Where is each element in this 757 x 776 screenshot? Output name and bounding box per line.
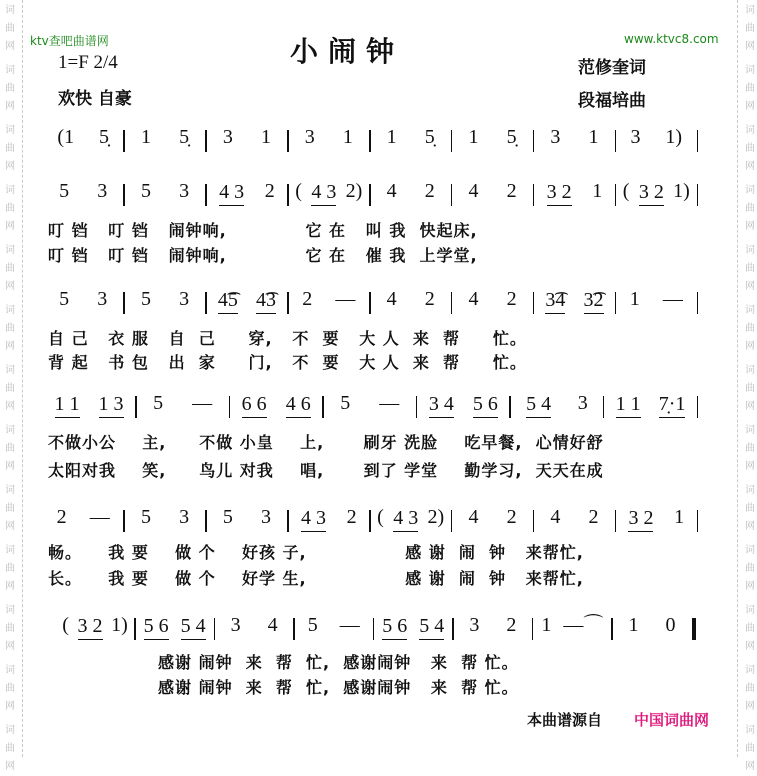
bar-line xyxy=(615,510,617,532)
note-group: 3 4 xyxy=(429,393,454,418)
bar-line xyxy=(533,510,535,532)
measure xyxy=(618,126,694,152)
note-group: 5 xyxy=(140,288,151,310)
watermark-text: 词 曲 网 xyxy=(745,185,755,232)
measure xyxy=(536,126,612,152)
measure xyxy=(535,608,609,640)
note-group: 1 3 xyxy=(99,393,124,418)
bar-line xyxy=(697,510,699,532)
lyric-line: 自 己 衣 服 自 己 穿, 不 要 大 人 来 帮 忙。 xyxy=(48,329,527,348)
measure xyxy=(618,506,694,532)
bar-line xyxy=(369,292,371,314)
note-group: 1 xyxy=(588,126,599,148)
note-group: 1 xyxy=(541,614,552,636)
note-group: 5 4 xyxy=(419,615,444,640)
bar-line xyxy=(697,130,699,152)
watermark-text: 词 曲 网 xyxy=(5,65,15,112)
note-group: 5 xyxy=(140,506,151,528)
bar-line xyxy=(205,130,207,152)
bar-line xyxy=(123,184,125,206)
measure xyxy=(45,506,121,532)
watermark-text: 词 曲 网 xyxy=(5,545,15,592)
measure xyxy=(297,614,371,640)
measure xyxy=(513,392,601,418)
measure xyxy=(373,506,449,532)
note-group: — xyxy=(379,392,400,414)
note-group: 1 xyxy=(140,126,151,148)
bar-line xyxy=(533,184,535,206)
bar-line xyxy=(287,510,289,532)
note-group: 5̣ xyxy=(179,126,190,148)
note-group: 1 xyxy=(628,614,639,636)
bar-line xyxy=(509,396,511,418)
bar-line xyxy=(533,130,535,152)
measure xyxy=(419,393,507,418)
note-group: 3 xyxy=(577,392,588,414)
note-group: — xyxy=(662,288,683,310)
bar-line xyxy=(123,510,125,532)
note-group: 5 6 xyxy=(473,393,498,418)
watermark-text: 词 曲 网 xyxy=(745,485,755,532)
note-group: 1 1 xyxy=(55,393,80,418)
notation-row xyxy=(45,288,700,314)
note-group: 3 xyxy=(179,506,190,528)
site-name-left[interactable]: ktv查吧曲谱网 xyxy=(30,34,109,48)
note-group: — xyxy=(335,288,356,310)
note-group: 4 xyxy=(550,506,561,528)
bar-line xyxy=(451,510,453,532)
measure xyxy=(209,126,285,152)
measure xyxy=(618,180,694,206)
note-group: 2 xyxy=(506,614,517,636)
bar-line xyxy=(229,396,231,418)
note-group: 1 xyxy=(592,180,603,202)
note-group: 1) xyxy=(673,180,690,202)
note-group: 3 2 xyxy=(628,507,653,532)
note-group: 2 xyxy=(424,180,435,202)
note-group: — xyxy=(339,614,360,636)
measure xyxy=(454,180,530,206)
bar-line xyxy=(134,618,136,640)
note-group: 5 4 xyxy=(526,393,551,418)
bar-line xyxy=(369,510,371,532)
note-group: ( xyxy=(295,180,302,202)
bar-line xyxy=(135,396,137,418)
note-group: 5 4 xyxy=(181,615,206,640)
measure xyxy=(291,288,367,314)
measure xyxy=(373,126,449,152)
note-group: 1) xyxy=(665,126,683,148)
note-group: 3͡2 xyxy=(584,289,604,314)
measure xyxy=(376,615,450,640)
note-group: 4 xyxy=(468,288,479,310)
lyric-line: 叮 铛 叮 铛 闹钟响, 它 在 叫 我 快起床, xyxy=(48,221,478,240)
note-group: 5̣ xyxy=(98,126,109,148)
watermark-text: 词 曲 网 xyxy=(5,365,15,412)
measure xyxy=(138,615,212,640)
note-group: 3 xyxy=(179,288,190,310)
note-group: 4 3 xyxy=(393,507,418,532)
note-group: 2) xyxy=(345,180,363,202)
lyric-line: 感谢 闹钟 来 帮 忙, 感谢闹钟 来 帮 忙。 xyxy=(158,653,519,672)
note-group: ( xyxy=(622,180,630,202)
note-group: 5 xyxy=(222,506,233,528)
tempo-mood: 欢快 自豪 xyxy=(58,89,132,109)
note-group: 4 3 xyxy=(219,181,244,206)
measure xyxy=(454,288,530,314)
note-group: 5 xyxy=(140,180,151,202)
bar-line xyxy=(322,396,324,418)
watermark-text: 词 曲 网 xyxy=(5,305,15,352)
bar-line xyxy=(287,292,289,314)
note-group: 3 xyxy=(179,180,190,202)
note-group: 4 xyxy=(468,506,479,528)
note-group: 6 6 xyxy=(242,393,267,418)
bar-line xyxy=(532,618,534,640)
note-group: 5 6 xyxy=(144,615,169,640)
measure xyxy=(45,180,121,206)
measure xyxy=(127,506,203,532)
bar-line xyxy=(369,184,371,206)
measure xyxy=(326,392,414,418)
measure xyxy=(45,393,133,418)
lyric-line: 长。 我 要 做 个 好学 生, 感 谢 闹 钟 来帮忙, xyxy=(48,569,584,588)
note-group: 2 xyxy=(588,506,599,528)
watermark-text: 词 曲 网 xyxy=(5,5,15,52)
bar-line xyxy=(416,396,418,418)
right-border xyxy=(737,0,738,757)
note-group: 3 2 xyxy=(547,181,572,206)
note-group: 4 6 xyxy=(286,393,311,418)
measure xyxy=(209,289,285,314)
note-group: 5̣ xyxy=(424,126,435,148)
note-group: ( xyxy=(62,614,69,636)
note-group: 1 xyxy=(674,506,685,528)
note-group: 2 xyxy=(506,180,517,202)
bar-line xyxy=(697,292,699,314)
notation-row xyxy=(45,126,700,152)
left-border xyxy=(22,0,23,757)
lyricist: 范修奎词 xyxy=(578,58,646,78)
note-group: 2 xyxy=(506,506,517,528)
watermark-text: 词 曲 网 xyxy=(745,5,755,52)
note-group: 1 xyxy=(468,126,479,148)
bar-line xyxy=(615,130,617,152)
bar-line xyxy=(205,184,207,206)
measure xyxy=(456,614,530,640)
measure xyxy=(209,506,285,532)
bar-line xyxy=(369,130,371,152)
watermark-text: 词 曲 网 xyxy=(5,425,15,472)
measure xyxy=(373,180,449,206)
note-group: 2 xyxy=(424,288,435,310)
watermark-text: 词 曲 网 xyxy=(745,725,755,772)
measure xyxy=(454,506,530,532)
bar-line xyxy=(603,396,605,418)
watermark-text: 词 曲 网 xyxy=(5,185,15,232)
watermark-text: 词 曲 网 xyxy=(5,125,15,172)
bar-line xyxy=(287,184,289,206)
note-group: 3 xyxy=(550,126,561,148)
bar-line xyxy=(611,618,613,640)
bar-line xyxy=(452,618,454,640)
watermark-text: 词 曲 网 xyxy=(745,665,755,712)
bar-line xyxy=(697,184,699,206)
note-group: — xyxy=(192,392,213,414)
measure xyxy=(45,288,121,314)
note-group: 3 xyxy=(222,126,233,148)
notation-row xyxy=(45,392,700,418)
note-group: 2) xyxy=(427,506,445,528)
bar-line xyxy=(205,510,207,532)
note-group: ( xyxy=(377,506,384,528)
notation-row xyxy=(45,506,700,532)
lyric-line: 叮 铛 叮 铛 闹钟响, 它 在 催 我 上学堂, xyxy=(48,246,478,265)
bar-line xyxy=(451,130,453,152)
measure xyxy=(127,180,203,206)
lyric-line: 太阳对我 笑, 鸟儿 对我 唱, 到了 学堂 勤学习, 天天在成 xyxy=(48,461,604,480)
bar-line xyxy=(293,618,295,640)
bar-line xyxy=(533,292,535,314)
note-group: 2 xyxy=(506,288,517,310)
note-group: 4 3 xyxy=(301,507,326,532)
measure xyxy=(45,126,121,152)
lyric-line: 背 起 书 包 出 家 门, 不 要 大 人 来 帮 忙。 xyxy=(48,353,527,372)
note-group: 5 xyxy=(153,392,164,414)
measure xyxy=(127,126,203,152)
measure xyxy=(209,180,285,206)
note-group: 5 xyxy=(307,614,318,636)
note-group: 3 2 xyxy=(639,181,664,206)
source-site-link[interactable]: 中国词曲网 xyxy=(634,711,710,729)
note-group: 1 xyxy=(342,126,353,148)
note-group: 2 xyxy=(264,180,275,202)
note-group: — xyxy=(89,506,110,528)
watermark-text: 词 曲 网 xyxy=(5,725,15,772)
composer: 段福培曲 xyxy=(578,91,646,111)
watermark-text: 词 曲 网 xyxy=(745,545,755,592)
lyric-line: 感谢 闹钟 来 帮 忙, 感谢闹钟 来 帮 忙。 xyxy=(158,678,519,697)
measure xyxy=(232,393,320,418)
note-group: 1 xyxy=(386,126,397,148)
measure xyxy=(536,180,612,206)
watermark-text: 词 曲 网 xyxy=(745,605,755,652)
note-group: 3͡4 xyxy=(545,289,565,314)
watermark-text: 词 曲 网 xyxy=(745,125,755,172)
note-group: 7̣·1 xyxy=(659,393,686,418)
measure xyxy=(615,614,689,640)
song-title: 小闹钟 xyxy=(290,35,405,68)
watermark-text: 词 曲 网 xyxy=(5,605,15,652)
note-group: 0 xyxy=(665,614,676,636)
note-group: 5 xyxy=(340,392,351,414)
bar-line xyxy=(205,292,207,314)
bar-line xyxy=(123,292,125,314)
measure xyxy=(291,126,367,152)
note-group: 5 6 xyxy=(382,615,407,640)
measure xyxy=(536,506,612,532)
bar-line xyxy=(615,292,617,314)
note-group: —⌒ xyxy=(563,614,604,636)
note-group: 3 xyxy=(261,506,272,528)
watermark-text: 词 曲 网 xyxy=(745,245,755,292)
note-group: 2 xyxy=(346,506,357,528)
bar-line xyxy=(697,396,699,418)
note-group: 1 xyxy=(261,126,272,148)
source-label: 本曲谱源自 xyxy=(527,711,603,729)
bar-line xyxy=(615,184,617,206)
measure xyxy=(217,614,291,640)
note-group: 1) xyxy=(111,614,128,636)
bar-line xyxy=(287,130,289,152)
note-group: 4͡5 xyxy=(218,289,238,314)
note-group: 1 xyxy=(629,288,640,310)
key-time-signature: 1=F 2/4 xyxy=(58,52,118,73)
measure xyxy=(454,126,530,152)
measure xyxy=(291,506,367,532)
lyric-line: 不做小公 主, 不做 小皇 上, 刷牙 洗脸 吃早餐, 心情好舒 xyxy=(48,433,604,452)
note-group: 4 xyxy=(386,180,397,202)
note-group: 4 xyxy=(386,288,397,310)
notation-row xyxy=(45,180,700,206)
note-group: 4 xyxy=(468,180,479,202)
notation-row xyxy=(58,614,698,640)
watermark-text: 词 曲 网 xyxy=(745,65,755,112)
note-group: (1 xyxy=(57,126,75,148)
note-group: 4 3 xyxy=(311,181,336,206)
note-group: 3 xyxy=(230,614,241,636)
bar-line xyxy=(373,618,375,640)
lyric-line: 畅。 我 要 做 个 好孩 子, 感 谢 闹 钟 来帮忙, xyxy=(48,543,584,562)
bar-line xyxy=(214,618,216,640)
note-group: 5 xyxy=(59,288,70,310)
note-group: 2 xyxy=(302,288,313,310)
measure xyxy=(291,180,367,206)
note-group: 5̣ xyxy=(506,126,517,148)
note-group: 3 xyxy=(469,614,480,636)
note-group: 3 xyxy=(304,126,315,148)
watermark-text: 词 曲 网 xyxy=(5,245,15,292)
note-group: 1 1 xyxy=(616,393,641,418)
watermark-text: 词 曲 网 xyxy=(745,425,755,472)
bar-line xyxy=(123,130,125,152)
watermark-text: 词 曲 网 xyxy=(745,365,755,412)
watermark-text: 词 曲 网 xyxy=(5,485,15,532)
note-group: 3 xyxy=(630,126,641,148)
measure xyxy=(373,288,449,314)
note-group: 3 2 xyxy=(78,615,103,640)
watermark-text: 词 曲 网 xyxy=(745,305,755,352)
measure xyxy=(139,392,227,418)
measure xyxy=(58,614,132,640)
measure xyxy=(127,288,203,314)
note-group: 4 xyxy=(267,614,278,636)
note-group: 4͡3 xyxy=(256,289,276,314)
bar-line xyxy=(451,292,453,314)
note-group: 5 xyxy=(59,180,70,202)
measure xyxy=(536,289,612,314)
bar-line xyxy=(692,618,696,640)
note-group: 3 xyxy=(97,180,108,202)
measure xyxy=(618,288,694,314)
site-url-right[interactable]: www.ktvc8.com xyxy=(624,32,719,46)
note-group: 2 xyxy=(56,506,67,528)
watermark-text: 词 曲 网 xyxy=(5,665,15,712)
measure xyxy=(606,393,694,418)
note-group: 3 xyxy=(97,288,108,310)
bar-line xyxy=(451,184,453,206)
